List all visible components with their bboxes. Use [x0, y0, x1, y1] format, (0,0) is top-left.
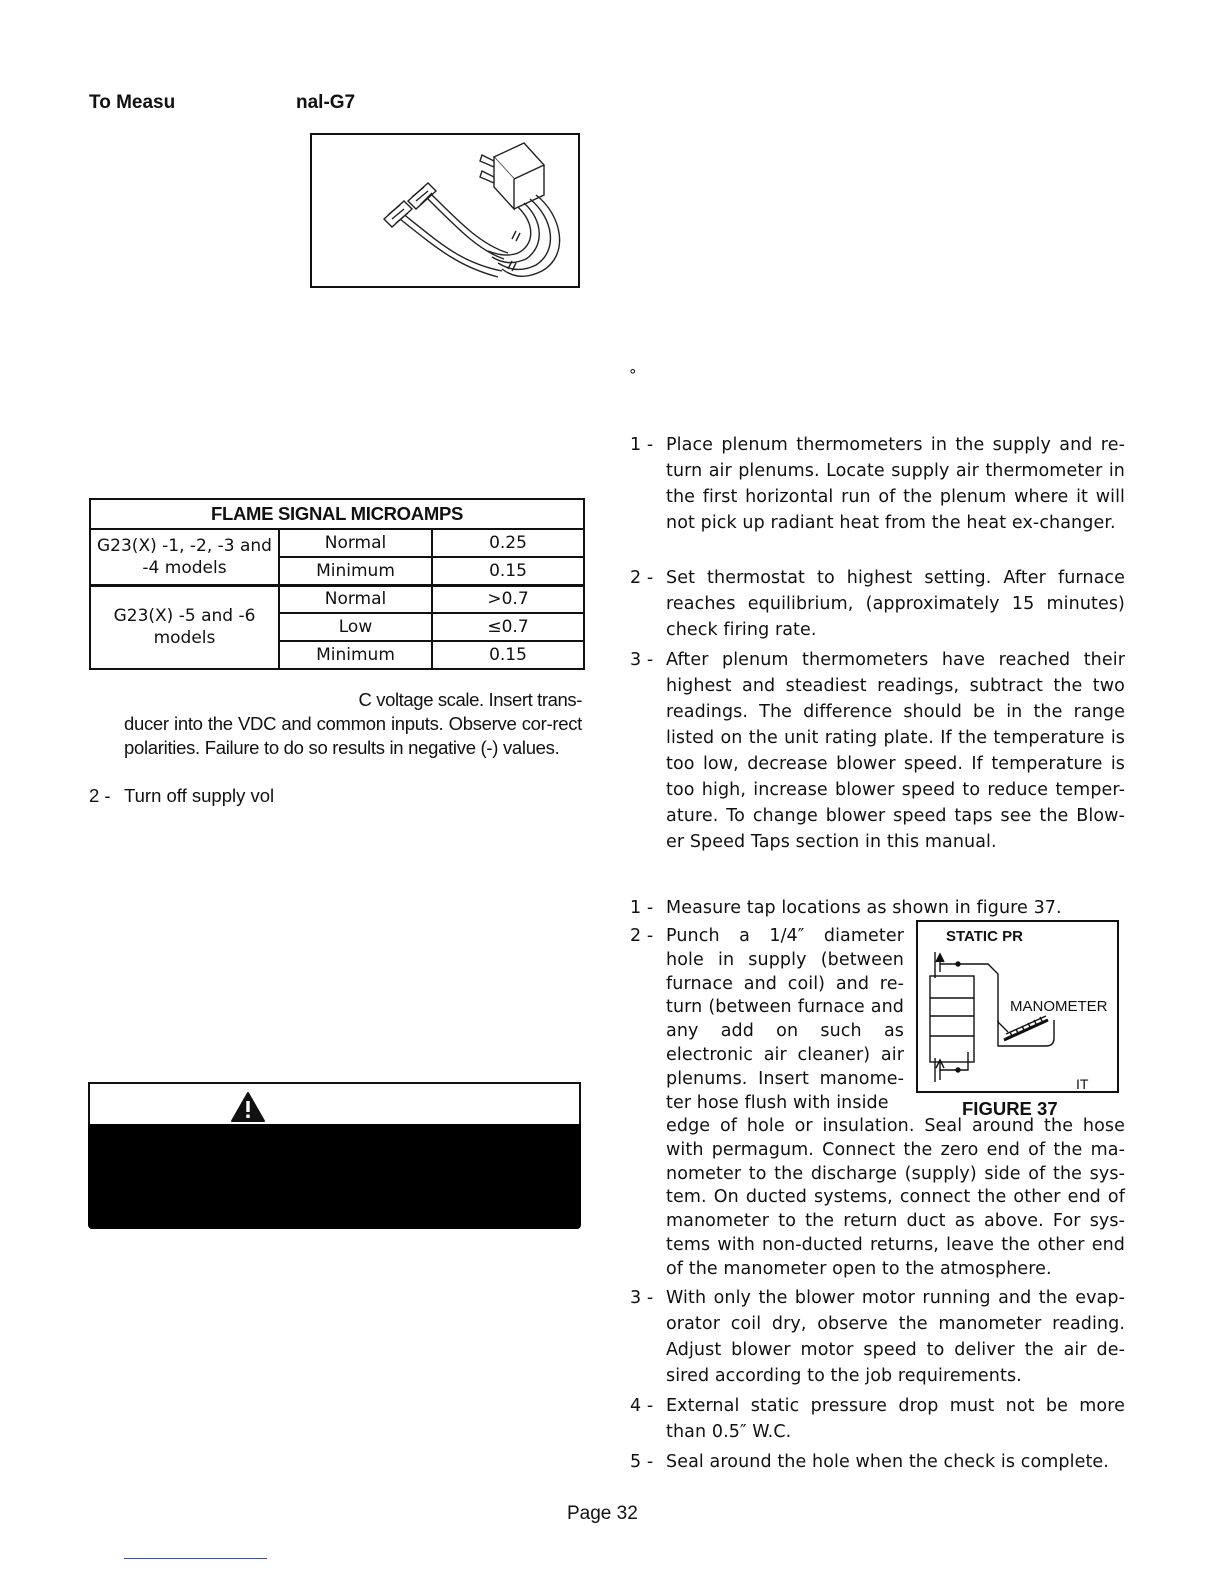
degree-mark: °: [629, 366, 637, 384]
temp-rise-step-2: [630, 565, 1125, 643]
figure-title-fragment: STATIC PR: [946, 928, 1023, 945]
step2-text: Turn off supply vol: [124, 785, 275, 806]
figure-unit-fragment: IT: [1076, 1076, 1089, 1092]
step1-first-line: C voltage scale. Insert trans-: [358, 689, 582, 710]
static-pressure-diagram: [918, 922, 1117, 1091]
static-step-4: [630, 1393, 1125, 1445]
value-cell: 0.15: [432, 557, 584, 585]
step-text: With only the blower motor running and the evap-orator coil dry, observe the manometer reading. Adjust blower motor speed to deliver the air de-sired according to the job requirements.: [666, 1288, 1125, 1386]
transducer-figure: [310, 133, 580, 288]
value-cell: >0.7: [432, 585, 584, 613]
step-text: After plenum thermometers have reached their highest and steadiest readings, subtract the two readings. The difference should be in the range listed on the unit rating plate. If the temperature is too low, decrease blower speed. If temperature is too high, increase blower speed to reduce temper-ature. To change blower speed taps see the Blow-er Speed Taps section in this manual.: [666, 650, 1125, 852]
warning-body: [88, 1124, 581, 1229]
step-number: 3 -: [630, 650, 654, 670]
step-number: 1 -: [630, 435, 654, 455]
footer-link-rule: [124, 1558, 267, 1559]
warning-box: [88, 1082, 581, 1229]
step-text: Place plenum thermometers in the supply and re-turn air plenums. Locate supply air thermometer in the first horizontal run of the plenum where it will not pick up radiant heat from the heat ex-changer.: [666, 435, 1125, 533]
step-number: 5 -: [630, 1452, 654, 1472]
transducer-illustration: [312, 135, 578, 286]
condition-cell: Normal: [279, 585, 432, 613]
model-cell: G23(X) -1, -2, -3 and -4 models: [90, 529, 279, 585]
step2-number: 2 -: [89, 785, 111, 806]
step-text: Measure tap locations as shown in figure 37.: [666, 898, 1062, 918]
step-text: Seal around the hole when the check is complete.: [666, 1452, 1109, 1472]
figure-caption: FIGURE 37: [962, 1098, 1058, 1119]
static-step-3: [630, 1285, 1125, 1389]
section-heading-right-fragment: nal-G7: [296, 92, 356, 113]
manometer-label: MANOMETER: [1010, 998, 1108, 1015]
step-number: 2 -: [630, 926, 654, 946]
step-number: 1 -: [630, 898, 654, 918]
step-text-wide: edge of hole or insulation. Seal around the hose with permagum. Connect the zero end of the ma-nometer to the discharge (supply) side of the sys-tem. On ducted systems, connect the other end of manometer to the return duct as above. For sys-tems with non-ducted returns, leave the other end of the manometer open to the atmosphere.: [666, 1116, 1125, 1279]
static-pressure-figure: [916, 920, 1119, 1093]
step1-continuation: ducer into the VDC and common inputs. Observe cor-rect polarities. Failure to do so results in negative (-) values.: [124, 713, 582, 758]
condition-cell: Minimum: [279, 557, 432, 585]
step-number: 2 -: [630, 568, 654, 588]
static-step-5: [630, 1449, 1125, 1475]
step-text-narrow: Punch a 1/4″ diameter hole in supply (between furnace and coil) and re-turn (between furnace and any add on such as electronic air cleaner) air plenums. Insert manome-ter hose flush with inside: [666, 926, 904, 1113]
step-number: 3 -: [630, 1288, 654, 1308]
condition-cell: Low: [279, 613, 432, 641]
temp-rise-step-3: [630, 647, 1125, 855]
model-cell: G23(X) -5 and -6 models: [90, 585, 279, 669]
warning-triangle-icon: [230, 1091, 266, 1123]
warning-header: [88, 1082, 581, 1126]
step-text: External static pressure drop must not be more than 0.5″ W.C.: [666, 1396, 1125, 1442]
condition-cell: Normal: [279, 529, 432, 557]
step-text: Set thermostat to highest setting. After furnace reaches equilibrium, (approximately 15 minutes) check firing rate.: [666, 568, 1125, 640]
section-heading-left: To Measu: [89, 92, 176, 113]
flame-signal-table: [89, 498, 585, 670]
temp-rise-step-1: [630, 432, 1125, 562]
page-number: Page 32: [567, 1503, 638, 1524]
value-cell: 0.25: [432, 529, 584, 557]
step-number: 4 -: [630, 1396, 654, 1416]
value-cell: 0.15: [432, 641, 584, 669]
condition-cell: Minimum: [279, 641, 432, 669]
value-cell: ≤0.7: [432, 613, 584, 641]
static-step-1: [630, 895, 1125, 921]
table-title: FLAME SIGNAL MICROAMPS: [90, 499, 584, 529]
